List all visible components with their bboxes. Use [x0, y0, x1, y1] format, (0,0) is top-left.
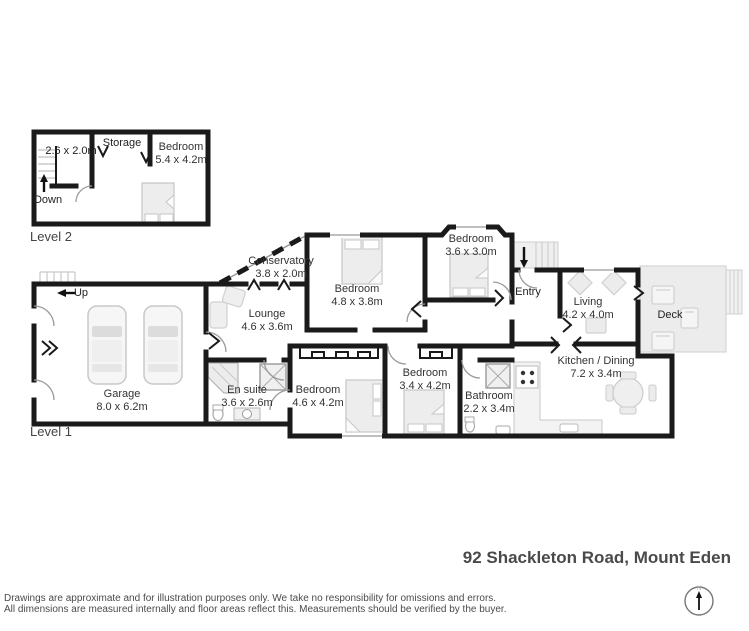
bed-icon [346, 380, 384, 432]
room-label-bathroom [463, 390, 514, 415]
room-name: Garage [103, 388, 141, 400]
room-name: Bedroom [295, 384, 341, 396]
level2-caption: Level 2 [30, 229, 72, 244]
room-name: Lounge [248, 308, 286, 320]
disclaimer-text [4, 594, 506, 615]
room-label-lounge [241, 308, 292, 333]
room-label-conservatory [248, 255, 313, 280]
room-dims: 4.6 x 3.6m [241, 320, 293, 333]
room-dims: 2.2 x 3.4m [463, 402, 515, 415]
room-dims: 5.4 x 4.2m [155, 153, 207, 166]
property-address: 92 Shackleton Road, Mount Eden [462, 548, 731, 567]
room-dims: 3.6 x 2.6m [221, 396, 273, 409]
sink-icon [496, 426, 510, 434]
room-name: Bedroom [402, 367, 448, 379]
room-dims: 4.6 x 4.2m [292, 396, 344, 409]
room-name: Bedroom [448, 233, 494, 245]
room-label-storage: Storage [102, 137, 142, 149]
bed-icon [450, 254, 488, 297]
room-label-living [562, 296, 613, 321]
room-label-ensuite [221, 384, 272, 409]
room-dims: 3.6 x 3.0m [445, 245, 497, 258]
room-name: Bedroom [334, 283, 380, 295]
down-arrow-icon [40, 174, 48, 192]
room-name: Bathroom [465, 390, 513, 402]
deck-chair-icon [652, 332, 674, 350]
room-name: Kitchen / Dining [557, 355, 635, 367]
room-label-garage [96, 388, 147, 413]
room-name: Conservatory [248, 255, 314, 267]
room-dims: 3.4 x 4.2m [399, 379, 451, 392]
deck-chair-icon [681, 308, 698, 328]
disclaimer-line: All dimensions are measured internally and floor areas reflect this. Measurements should be verified by the buyer. [4, 603, 507, 615]
sink-icon [560, 424, 578, 432]
entry-stairs-icon [514, 242, 558, 268]
room-dims: 4.8 x 3.8m [331, 295, 383, 308]
room-label-bedroom-l2 [155, 141, 206, 166]
room-label-bedroom-34 [399, 367, 450, 392]
room-label-bedroom-46 [292, 384, 343, 409]
compass-north-label: N [696, 585, 702, 592]
room-dims: 7.2 x 3.4m [570, 367, 622, 380]
room-label-bedroom-48 [331, 283, 382, 308]
level2-pillow [145, 214, 158, 222]
room-dims: 4.2 x 4.0m [562, 308, 614, 321]
wardrobe-icon [300, 347, 378, 358]
room-name: Bedroom [158, 141, 204, 153]
disclaimer-line: Drawings are approximate and for illustration purposes only. We take no responsibility for omissions and errors. [4, 593, 497, 604]
room-label-entry: Entry [515, 286, 541, 298]
stove-icon [516, 366, 538, 388]
deck-area [640, 266, 742, 352]
room-label-bedroom-36 [445, 233, 496, 258]
room-name: En suite [227, 384, 267, 396]
closet-icon [420, 347, 452, 358]
room-label-landing-dims: 2.6 x 2.0m [45, 145, 97, 157]
room-name: Living [573, 296, 603, 308]
bed-icon [342, 237, 382, 284]
bed-icon [404, 390, 444, 434]
level1-caption: Level 1 [30, 424, 72, 439]
room-dims: 3.8 x 2.0m [255, 267, 307, 280]
room-dims: 8.0 x 6.2m [96, 400, 148, 413]
level2-pillow [160, 214, 173, 222]
dining-table-icon [613, 378, 643, 408]
stairs-up-label: Up [73, 287, 89, 299]
stairs-down-label: Down [33, 194, 63, 206]
deck-chair-icon [652, 286, 674, 304]
car-icon [144, 306, 182, 384]
room-label-deck: Deck [657, 309, 683, 321]
room-label-kitchen-dining [557, 355, 634, 380]
chevrons-icon [42, 341, 57, 355]
car-icon [88, 306, 126, 384]
